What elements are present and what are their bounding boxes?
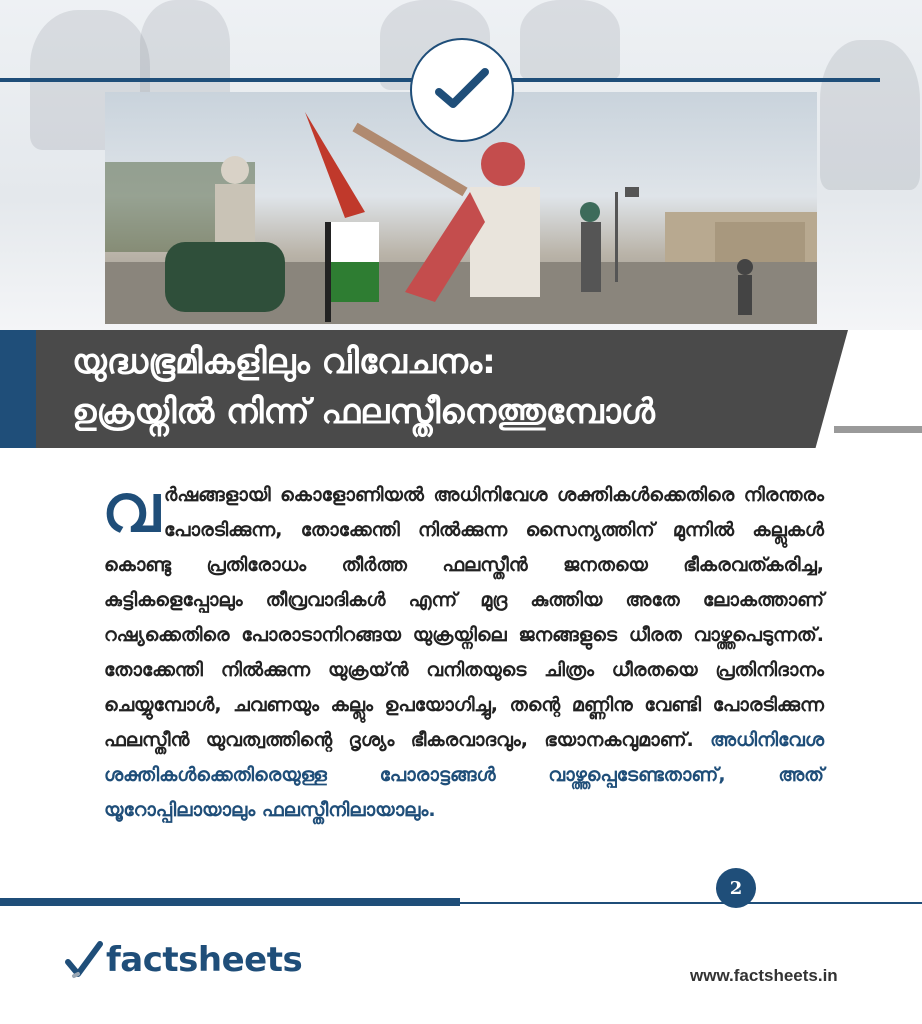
drop-cap: വ <box>102 470 160 547</box>
check-icon <box>435 66 489 114</box>
title-line-1: യുദ്ധഭൂമികളിലും വിവേചനം: <box>72 342 496 382</box>
title-tail-rule <box>834 426 922 433</box>
article-highlight: അധിനിവേശ ശക്തികൾക്കെതിരെയുള്ള പോരാട്ടങ്ങൾ വാഴ്ത്തപ്പെടേണ്ടതാണ്, അത് യൂറോപ്പിലായാലും ഫലസ്തീനിലായാലും. <box>104 729 824 821</box>
check-icon <box>64 936 104 984</box>
article-body <box>102 470 824 828</box>
article-text: ർഷങ്ങളായി കൊളോണിയൽ അധിനിവേശ ശക്തികൾക്കെതിരെ നിരന്തരം പോരടിക്കുന്ന, തോക്കേന്തി നിൽക്കുന്ന സൈന്യത്തിന് മുന്നിൽ കല്ലുകൾ കൊണ്ടു പ്രതിരോധം തീർത്ത ഫലസ്തീൻ ജനതയെ ഭീകരവത്കരിച്ച, കുട്ടികളെപ്പോലും തീവ്രവാദികൾ എന്ന് മുദ്ര കുത്തിയ അതേ ലോകത്താണ് റഷ്യക്കെതിരെ പോരാടാനിറങ്ങയ യുക്രയ്നിലെ ജനങ്ങളുടെ ധീരത വാഴ്ത്തപെടുന്നത്. തോക്കേന്തി നിൽക്കുന്ന യുക്രയ്ൻ വനിതയുടെ ചിത്രം ധീരതയെ പ്രതിനിദാനം ചെയ്യുമ്പോൾ, ചവണയും കല്ലും ഉപയോഗിച്ചു, തന്റെ മണ്ണിനു വേണ്ടി പോരടിക്കുന്ന ഫലസ്തീൻ യുവത്വത്തിന്റെ ദൃശ്യം ഭീകരവാദവും, ഭയാനകവുമാണ്. <box>104 484 824 751</box>
page-number: 2 <box>716 868 756 908</box>
website-url: www.factsheets.in <box>690 966 838 985</box>
footer-rule-thin <box>460 902 922 904</box>
title-line-2: ഉക്രയ്നിൽ നിന്ന് ഫലസ്തീനെത്തുമ്പോൾ <box>72 392 655 432</box>
footer-rule <box>0 898 460 906</box>
check-badge <box>410 38 514 142</box>
title-accent-bar <box>0 330 36 448</box>
logo-text: factsheets <box>106 940 303 980</box>
factsheets-logo <box>64 936 302 984</box>
